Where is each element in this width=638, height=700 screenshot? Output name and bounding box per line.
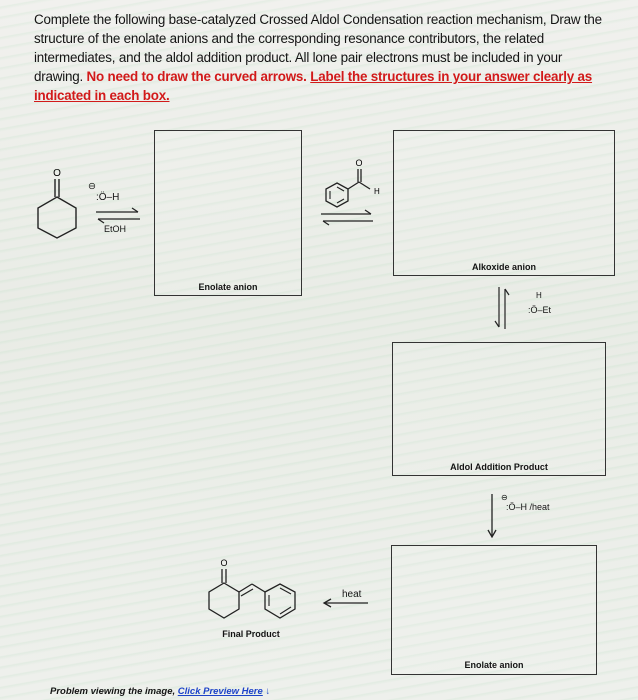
down-arrow-dehydration — [487, 492, 499, 540]
aldol-addition-product-box-label: Aldol Addition Product — [450, 462, 548, 472]
hydroxide-reagent: :Ö–H — [96, 192, 120, 203]
instructions-line-1: Complete the following base-catalyzed Crossed Aldol Condensation reaction mechanism, Draw the — [34, 12, 602, 27]
instructions-line-3: intermediates, and the aldol addition product. All lone pair electrons must be included in your — [34, 50, 563, 65]
enolate-anion-box-bottom[interactable] — [391, 545, 597, 675]
final-product-oxygen: O — [220, 558, 228, 568]
solvent-label: EtOH — [104, 224, 127, 234]
instructions-line-2: structure of the enolate anions and the corresponding resonance contributors, the related — [34, 31, 544, 46]
instructions-line-4-start: drawing. — [34, 69, 87, 84]
benzaldehyde-oxygen: O — [355, 158, 363, 168]
enolate-anion-box-top[interactable] — [154, 130, 302, 296]
instructions — [34, 10, 630, 105]
alkoxide-anion-box-label: Alkoxide anion — [471, 262, 536, 272]
oxygen-atom: O — [53, 168, 61, 179]
hydroxide-heat-reagent: :Ö–H /heat — [506, 502, 550, 512]
cyclohexanone-structure — [32, 165, 82, 245]
ethanol-hydrogen: H — [536, 291, 542, 300]
final-product-label: Final Product — [222, 629, 280, 639]
alkoxide-anion-box[interactable] — [393, 130, 615, 276]
final-product-structure — [196, 556, 306, 626]
equilibrium-arrows-2 — [319, 210, 377, 226]
benzaldehyde-hydrogen: H — [374, 187, 380, 196]
equilibrium-arrows-3 — [495, 285, 511, 333]
click-preview-link[interactable]: Click Preview Here — [177, 686, 263, 697]
left-arrow-heat — [322, 599, 372, 609]
footer-prefix: Problem viewing the image, — [50, 686, 178, 697]
instructions-line-5: indicated in each box. — [34, 88, 170, 103]
heat-label: heat — [342, 589, 362, 600]
enolate-anion-box-bottom-label: Enolate anion — [464, 660, 524, 670]
footer — [50, 686, 270, 697]
equilibrium-arrows-1 — [94, 208, 144, 224]
hydroxide-minus-sign-2: ⊖ — [501, 493, 508, 502]
instructions-no-arrows: No need to draw the curved arrows. — [86, 69, 307, 84]
hydroxide-minus-sign: ⊖ — [88, 181, 96, 192]
aldol-addition-product-box[interactable] — [392, 342, 606, 476]
download-arrow-icon[interactable]: ↓ — [265, 686, 271, 697]
instructions-line-4 — [34, 67, 630, 86]
ethanol-reagent: :Ö–Et — [528, 305, 552, 315]
instructions-label-clearly: Label the structures in your answer clearly as — [310, 69, 593, 84]
enolate-anion-box-top-label: Enolate anion — [198, 282, 258, 292]
